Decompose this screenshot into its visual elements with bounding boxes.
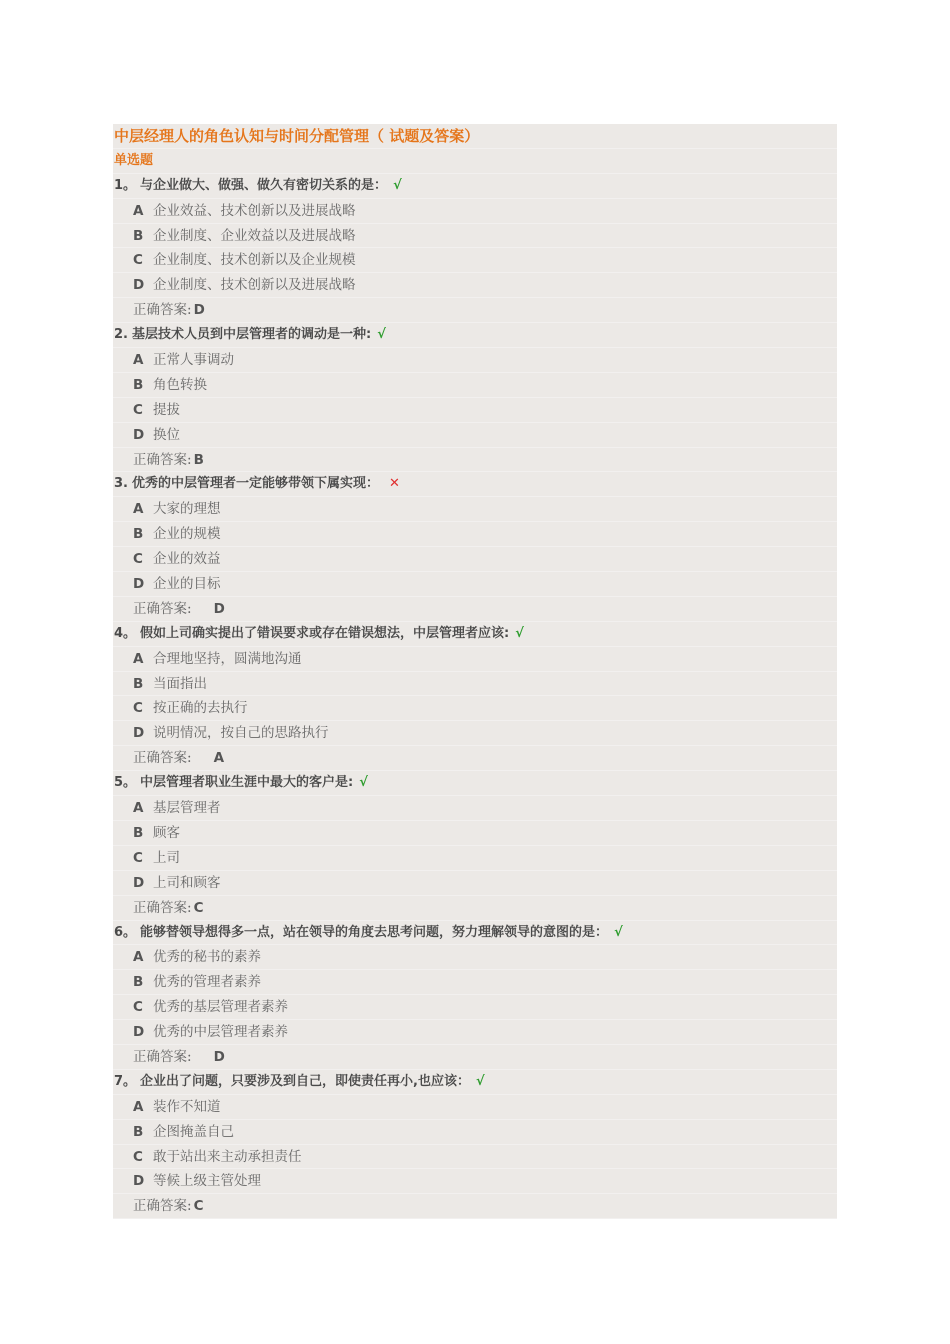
option-text: 上司 xyxy=(153,849,180,866)
question-text: 中层管理者职业生涯中最大的客户是: xyxy=(140,775,354,791)
wrong-mark-icon: ✕ xyxy=(389,476,400,492)
correct-answer-value: D xyxy=(193,302,205,319)
option-text: 企业效益、技术创新以及进展战略 xyxy=(153,202,356,219)
option-c xyxy=(113,995,837,1020)
option-d xyxy=(113,273,837,298)
option-letter: D xyxy=(133,576,145,593)
option-c xyxy=(113,696,837,721)
option-letter: C xyxy=(133,700,143,717)
correct-mark-icon: √ xyxy=(476,1073,485,1089)
correct-mark-icon: √ xyxy=(377,327,386,343)
option-letter: A xyxy=(133,949,144,966)
option-letter: D xyxy=(133,1024,145,1041)
option-c xyxy=(113,846,837,871)
question-text: 能够替领导想得多一点，站在领导的角度去思考问题，努力理解领导的意图的是： xyxy=(140,924,609,940)
correct-answer-label: 正确答案: xyxy=(133,451,192,468)
option-letter: D xyxy=(133,1173,145,1190)
option-b xyxy=(113,821,837,846)
option-text: 按正确的去执行 xyxy=(153,700,248,717)
question-number: 5。 xyxy=(114,775,137,791)
page-title: 中层经理人的角色认知与时间分配管理（ 试题及答案） xyxy=(113,124,837,149)
question-5 xyxy=(113,771,837,796)
correct-answer-value: B xyxy=(193,451,204,468)
correct-mark-icon: √ xyxy=(614,924,623,940)
option-text: 当面指出 xyxy=(153,675,207,692)
question-number: 7。 xyxy=(114,1073,137,1089)
option-letter: A xyxy=(133,352,144,369)
option-text: 提拔 xyxy=(153,401,180,418)
question-3 xyxy=(113,472,837,497)
option-letter: C xyxy=(133,252,143,269)
correct-answer-label: 正确答案: xyxy=(133,600,192,617)
option-letter: A xyxy=(133,1098,144,1115)
option-b xyxy=(113,224,837,249)
question-list xyxy=(113,174,837,1219)
correct-answer-label: 正确答案: xyxy=(133,750,192,767)
option-letter: B xyxy=(133,1123,144,1140)
question-2 xyxy=(113,323,837,348)
correct-mark-icon: √ xyxy=(393,177,402,193)
option-a xyxy=(113,647,837,672)
option-c xyxy=(113,1145,837,1170)
option-a xyxy=(113,1095,837,1120)
question-4 xyxy=(113,622,837,647)
option-a xyxy=(113,796,837,821)
option-letter: B xyxy=(133,526,144,543)
option-text: 优秀的管理者素养 xyxy=(153,974,261,991)
option-text: 角色转换 xyxy=(153,376,207,393)
correct-answer-row xyxy=(113,298,837,323)
option-c xyxy=(113,547,837,572)
option-text: 企业制度、技术创新以及企业规模 xyxy=(153,252,356,269)
correct-mark-icon: √ xyxy=(515,625,524,641)
option-d xyxy=(113,1169,837,1194)
option-letter: B xyxy=(133,824,144,841)
option-c xyxy=(113,248,837,273)
correct-mark-icon: √ xyxy=(359,775,368,791)
option-letter: C xyxy=(133,1148,143,1165)
question-6 xyxy=(113,921,837,946)
option-a xyxy=(113,199,837,224)
correct-answer-row xyxy=(113,1194,837,1219)
option-letter: C xyxy=(133,849,143,866)
question-text: 假如上司确实提出了错误要求或存在错误想法，中层管理者应该: xyxy=(140,625,510,641)
option-b xyxy=(113,1120,837,1145)
option-text: 合理地坚持，圆满地沟通 xyxy=(153,650,302,667)
option-d xyxy=(113,721,837,746)
correct-answer-value: A xyxy=(213,750,225,767)
question-text: 与企业做大、做强、做久有密切关系的是： xyxy=(140,177,388,193)
question-number: 3. xyxy=(114,476,128,492)
quiz-panel xyxy=(113,124,837,1219)
option-text: 大家的理想 xyxy=(153,501,221,518)
option-text: 优秀的秘书的素养 xyxy=(153,949,261,966)
option-text: 装作不知道 xyxy=(153,1098,221,1115)
option-letter: D xyxy=(133,874,145,891)
question-1 xyxy=(113,174,837,199)
correct-answer-row xyxy=(113,597,837,622)
question-number: 2. xyxy=(114,327,128,343)
option-text: 企业的效益 xyxy=(153,551,221,568)
correct-answer-value: C xyxy=(193,899,204,916)
option-text: 企图掩盖自己 xyxy=(153,1123,234,1140)
question-number: 4。 xyxy=(114,625,137,641)
option-text: 换位 xyxy=(153,426,180,443)
option-text: 优秀的基层管理者素养 xyxy=(153,999,288,1016)
option-letter: D xyxy=(133,277,145,294)
option-d xyxy=(113,1020,837,1045)
option-text: 企业的目标 xyxy=(153,576,221,593)
option-text: 上司和顾客 xyxy=(153,874,221,891)
correct-answer-row xyxy=(113,448,837,473)
option-letter: B xyxy=(133,227,144,244)
correct-answer-row xyxy=(113,1045,837,1070)
correct-answer-label: 正确答案: xyxy=(133,1048,192,1065)
option-letter: C xyxy=(133,401,143,418)
section-heading: 单选题 xyxy=(113,149,837,174)
option-letter: A xyxy=(133,800,144,817)
option-text: 基层管理者 xyxy=(153,800,221,817)
option-letter: C xyxy=(133,551,143,568)
option-text: 正常人事调动 xyxy=(153,352,234,369)
option-c xyxy=(113,398,837,423)
option-b xyxy=(113,373,837,398)
option-d xyxy=(113,423,837,448)
option-d xyxy=(113,871,837,896)
option-letter: A xyxy=(133,202,144,219)
option-a xyxy=(113,945,837,970)
option-a xyxy=(113,497,837,522)
correct-answer-value: D xyxy=(213,1048,225,1065)
option-letter: D xyxy=(133,725,145,742)
question-7 xyxy=(113,1070,837,1095)
question-text: 企业出了问题，只要涉及到自己，即使责任再小,也应该： xyxy=(140,1073,470,1089)
option-letter: C xyxy=(133,999,143,1016)
correct-answer-label: 正确答案: xyxy=(133,899,192,916)
correct-answer-value: D xyxy=(213,600,225,617)
correct-answer-label: 正确答案: xyxy=(133,302,192,319)
option-text: 企业制度、企业效益以及进展战略 xyxy=(153,227,356,244)
option-text: 优秀的中层管理者素养 xyxy=(153,1024,288,1041)
question-text: 优秀的中层管理者一定能够带领下属实现： xyxy=(131,476,379,492)
option-b xyxy=(113,970,837,995)
question-text: 基层技术人员到中层管理者的调动是一种: xyxy=(131,327,372,343)
option-d xyxy=(113,572,837,597)
question-number: 1。 xyxy=(114,177,137,193)
correct-answer-row xyxy=(113,896,837,921)
option-text: 说明情况，按自己的思路执行 xyxy=(153,725,329,742)
option-letter: B xyxy=(133,376,144,393)
option-b xyxy=(113,672,837,697)
option-text: 敢于站出来主动承担责任 xyxy=(153,1148,302,1165)
option-text: 顾客 xyxy=(153,824,180,841)
option-text: 企业的规模 xyxy=(153,526,221,543)
option-letter: D xyxy=(133,426,145,443)
correct-answer-label: 正确答案: xyxy=(133,1198,192,1215)
correct-answer-value: C xyxy=(193,1198,204,1215)
option-letter: A xyxy=(133,650,144,667)
option-letter: B xyxy=(133,974,144,991)
correct-answer-row xyxy=(113,746,837,771)
option-a xyxy=(113,348,837,373)
option-b xyxy=(113,522,837,547)
option-text: 企业制度、技术创新以及进展战略 xyxy=(153,277,356,294)
option-letter: B xyxy=(133,675,144,692)
option-letter: A xyxy=(133,501,144,518)
option-text: 等候上级主管处理 xyxy=(153,1173,261,1190)
question-number: 6。 xyxy=(114,924,137,940)
